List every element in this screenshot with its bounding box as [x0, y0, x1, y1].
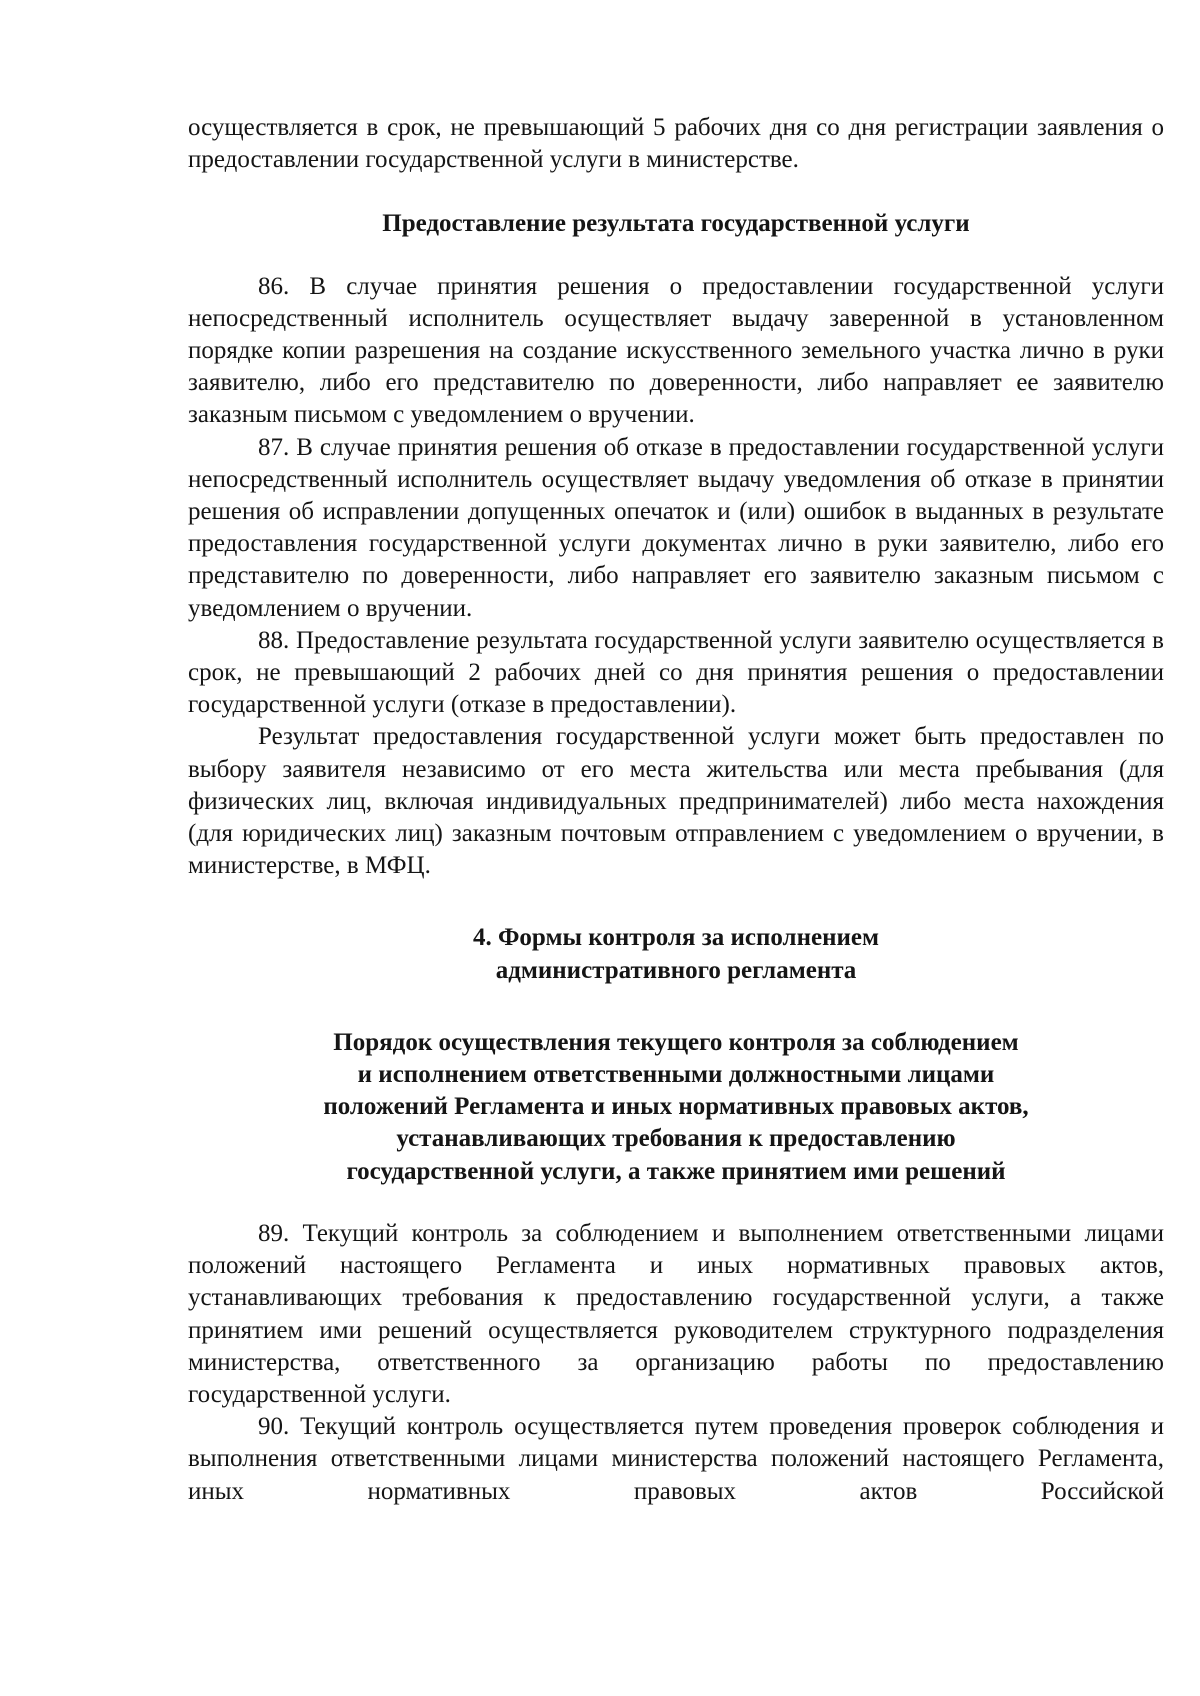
paragraph-87: 87. В случае принятия решения об отказе в предоставлении государственной услуги непосредственный исполнитель осуществляет выдачу уведомления об отказе в принятии решения об исправлении допущенных опечаток и (или) ошибок в выданных в результате предоставления государственной услуги документах лично в руки заявителю, либо его представителю по доверенности, либо направляет его заявителю заказным письмом с уведомлением о вручении.	[188, 433, 1164, 622]
section-heading-line-2: административного регламента	[495, 956, 857, 984]
paragraph-89: 89. Текущий контроль за соблюдением и выполнением ответственными лицами положений настоящего Регламента и иных нормативных правовых актов, устанавливающих требования к предоставлению государственной услуги, а также принятием ими решений осуществляется руководителем структурного подразделения министерства, ответственного за организацию работы по предоставлению государственной услуги.	[188, 1219, 1164, 1408]
paragraph-86: 86. В случае принятия решения о предоставлении государственной услуги непосредственный исполнитель осуществляет выдачу заверенной в установленном порядке копии разрешения на создание искусственного земельного участка лично в руки заявителю, либо его представителю по доверенности, либо направляет ее заявителю заказным письмом с уведомлением о вручении.	[188, 272, 1164, 429]
section-heading-line-1: 4. Формы контроля за исполнением	[472, 924, 880, 952]
subsection-heading-line: Порядок осуществления текущего контроля за соблюдением	[333, 1028, 1019, 1056]
intro-paragraph: осуществляется в срок, не превышающий 5 рабочих дня со дня регистрации заявления о предоставлении государственной услуги в министерстве.	[188, 114, 1164, 174]
subsection-heading-line: государственной услуги, а также принятием ими решений	[346, 1157, 1006, 1185]
paragraph-result-delivery: Результат предоставления государственной услуги может быть предоставлен по выбору заявителя независимо от его места жительства или места пребывания (для физических лиц, включая индивидуальных предпринимателей) либо места нахождения (для юридических лиц) заказным почтовым отправлением с уведомлением о вручении, в министерстве, в МФЦ.	[188, 723, 1164, 880]
paragraph-88: 88. Предоставление результата государственной услуги заявителю осуществляется в срок, не превышающий 2 рабочих дней со дня принятия решения о предоставлении государственной услуги (отказе в предоставлении).	[188, 626, 1164, 719]
subsection-heading-line: устанавливающих требования к предоставлению	[396, 1125, 956, 1153]
paragraph-90: 90. Текущий контроль осуществляется путем проведения проверок соблюдения и выполнения ответственными лицами министерства положений настоящего Регламента, иных нормативных правовых актов Российской	[188, 1413, 1164, 1505]
subsection-heading-control	[188, 1027, 1164, 1188]
document-page	[188, 112, 1164, 1508]
section-heading-4	[188, 922, 1164, 986]
subsection-heading-line: положений Регламента и иных нормативных правовых актов,	[323, 1093, 1029, 1121]
heading-result: Предоставление результата государственной услуги	[382, 210, 970, 238]
subsection-heading-line: и исполнением ответственными должностными лицами	[357, 1061, 995, 1089]
